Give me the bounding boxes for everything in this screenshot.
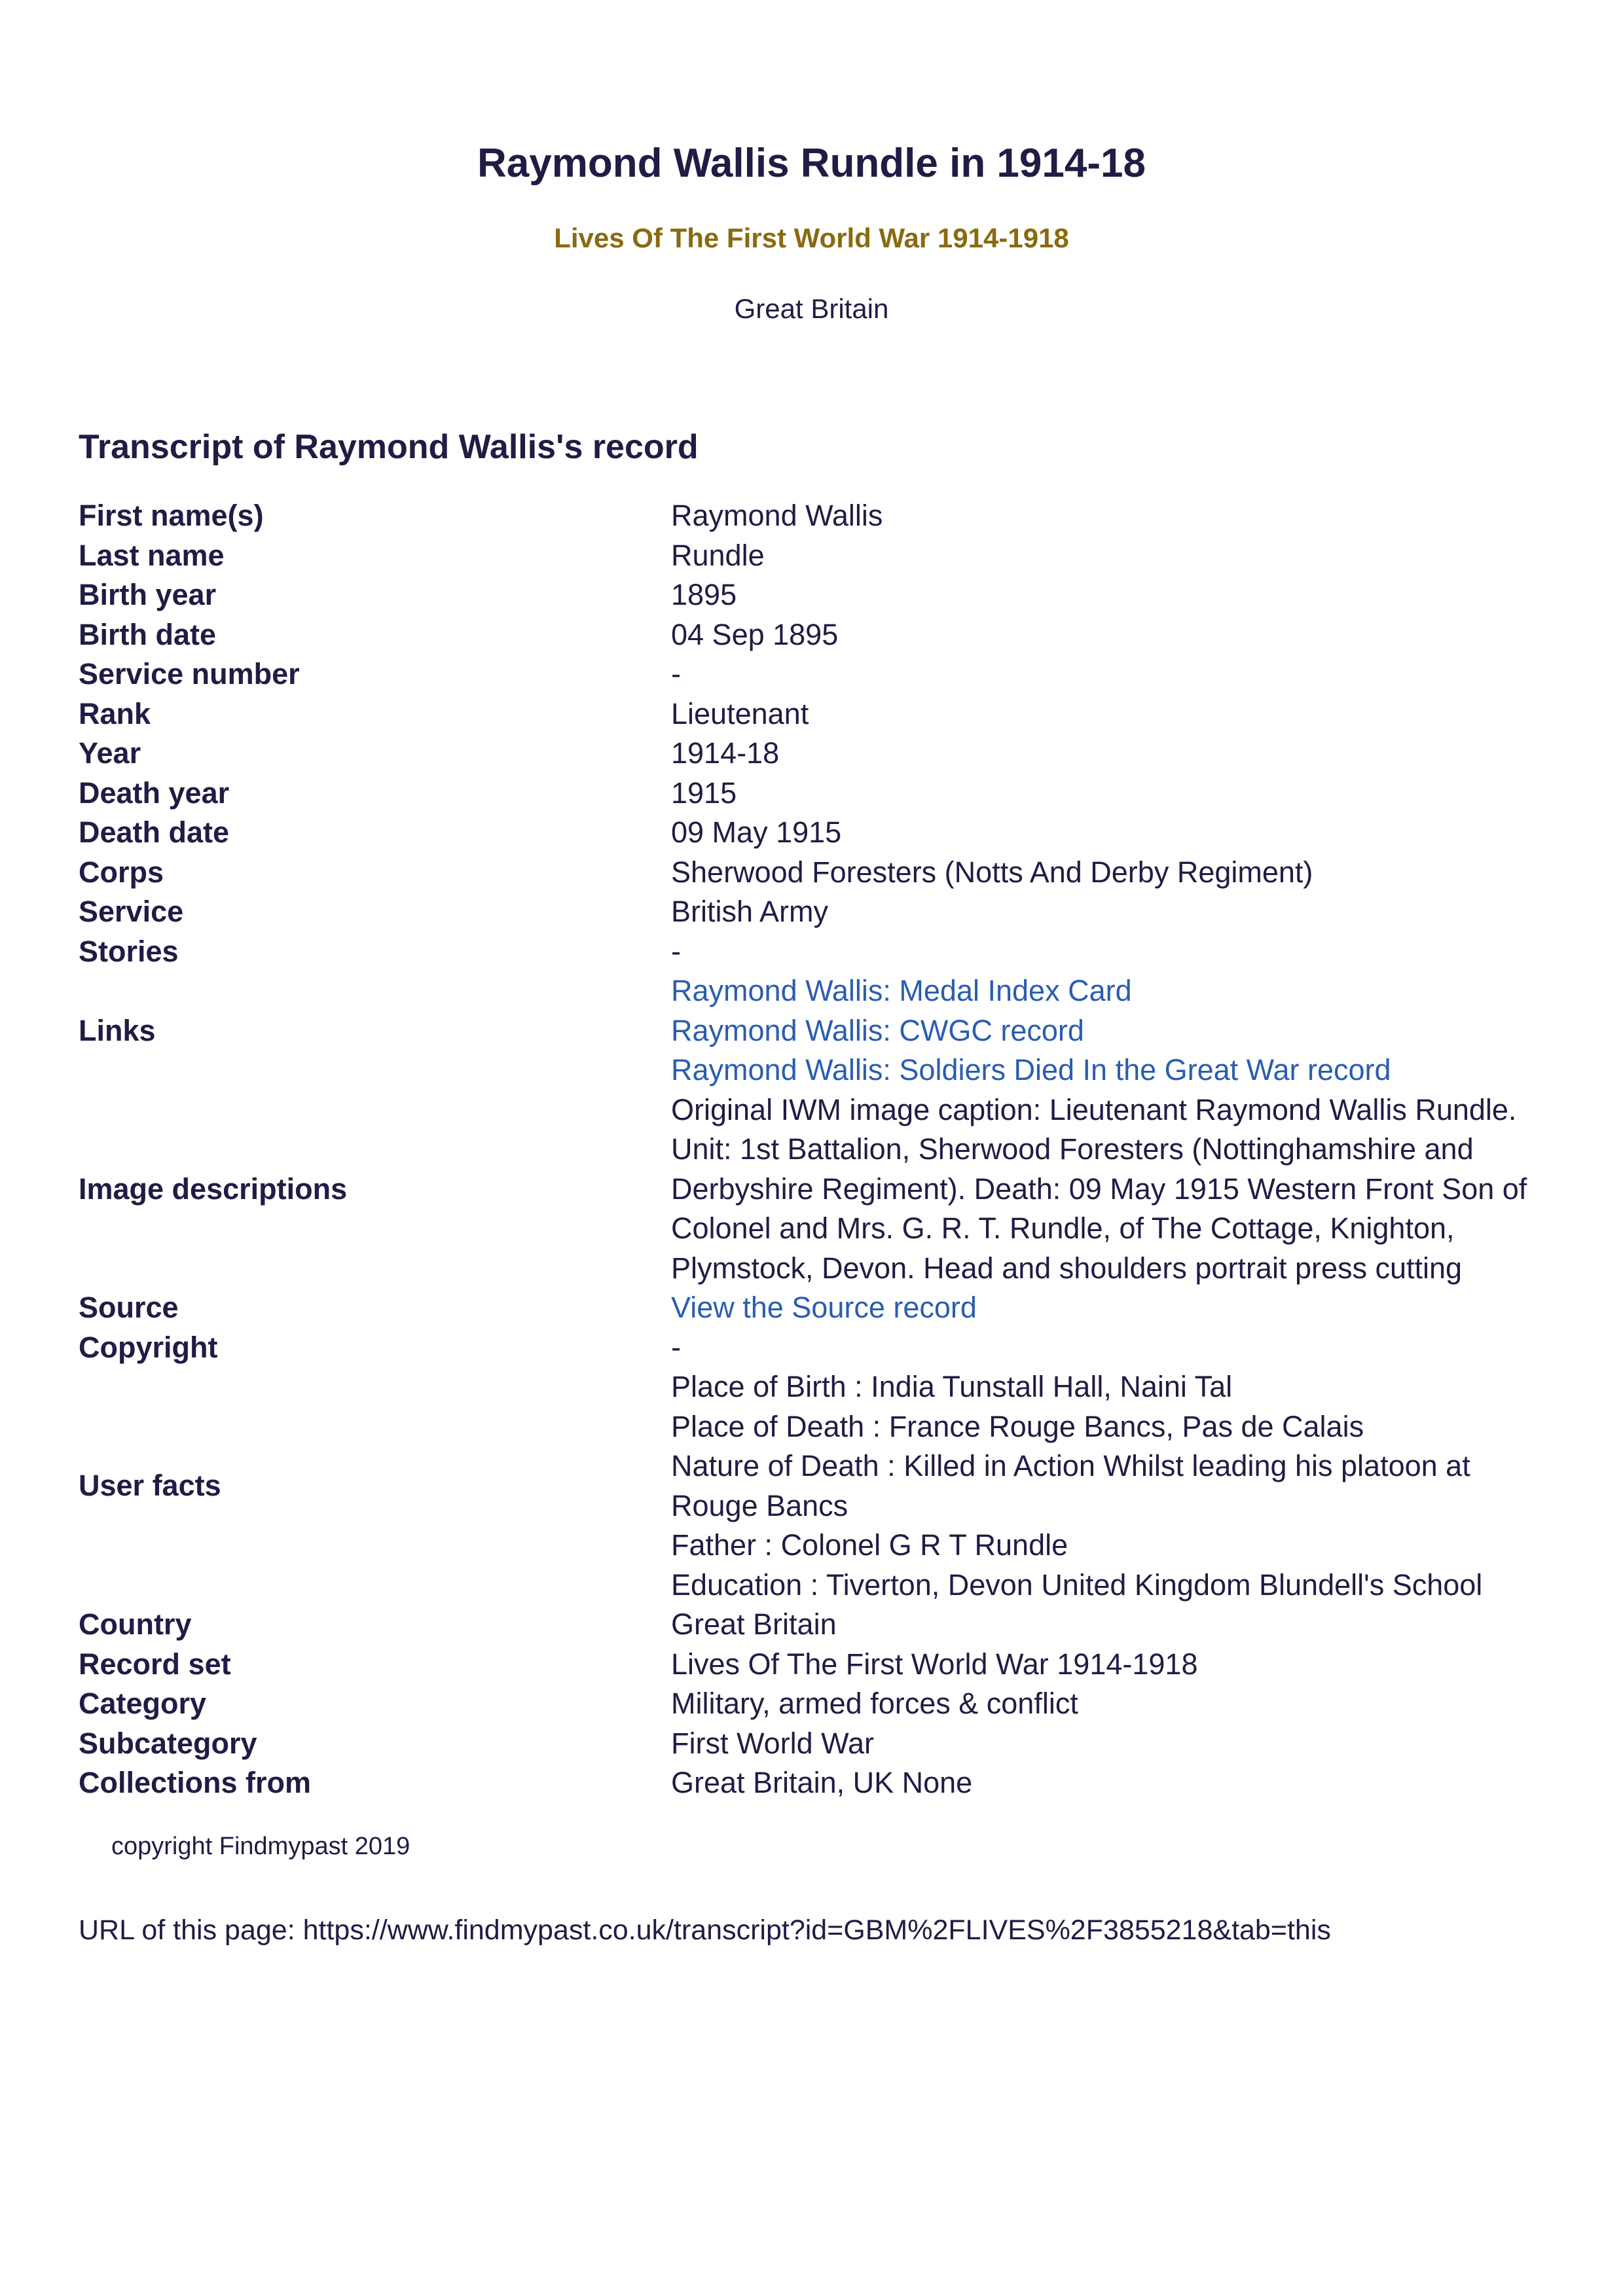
row-year: [79, 734, 1545, 774]
label-first-name: First name(s): [79, 499, 264, 532]
transcript-heading: Transcript of Raymond Wallis's record: [79, 428, 699, 466]
country-heading: Great Britain: [734, 293, 889, 324]
user-fact-line: Education : Tiverton, Devon United Kingdom Blundell's School: [671, 1568, 1483, 1602]
value-last-name: Rundle: [671, 538, 765, 572]
row-service-number: [79, 655, 1545, 694]
row-rank: [79, 694, 1545, 734]
row-source: [79, 1288, 1545, 1328]
label-source: Source: [79, 1291, 179, 1324]
value-collections-from: Great Britain, UK None: [671, 1766, 973, 1799]
label-birth-year: Birth year: [79, 578, 217, 611]
value-links: [671, 971, 1545, 1090]
row-image-descriptions: [79, 1090, 1545, 1289]
copyright-notice: copyright Findmypast 2019: [111, 1833, 410, 1860]
label-subcategory: Subcategory: [79, 1726, 257, 1760]
user-fact-line: Place of Birth : India Tunstall Hall, Naini Tal: [671, 1370, 1233, 1403]
label-birth-date: Birth date: [79, 617, 217, 651]
user-fact-line: Place of Death : France Rouge Bancs, Pas de Calais: [671, 1409, 1364, 1443]
value-birth-date: 04 Sep 1895: [671, 617, 839, 651]
value-subcategory: First World War: [671, 1726, 874, 1760]
label-image-descriptions: Image descriptions: [79, 1172, 348, 1206]
transcript-table: [79, 496, 1545, 1803]
page-title: Raymond Wallis Rundle in 1914-18: [477, 141, 1146, 186]
row-country: [79, 1605, 1545, 1645]
row-copyright: [79, 1328, 1545, 1368]
value-death-date: 09 May 1915: [671, 816, 842, 849]
row-user-facts: [79, 1367, 1545, 1605]
label-year: Year: [79, 736, 141, 770]
label-user-facts: User facts: [79, 1469, 221, 1503]
image-description-line: Original IWM image caption: Lieutenant Raymond Wallis Rundle.: [671, 1092, 1517, 1126]
link-view-source-record[interactable]: View the Source record: [671, 1291, 977, 1324]
row-death-date: [79, 813, 1545, 853]
value-stories: -: [671, 934, 681, 968]
value-user-facts: [671, 1367, 1545, 1605]
row-birth-year: [79, 575, 1545, 615]
label-service-number: Service number: [79, 657, 300, 691]
value-country: Great Britain: [671, 1607, 837, 1641]
image-description-line: Derbyshire Regiment). Death: 09 May 1915 Western Front Son of: [671, 1172, 1527, 1206]
row-birth-date: [79, 615, 1545, 655]
row-last-name: [79, 536, 1545, 576]
value-source: [671, 1288, 1545, 1328]
row-category: [79, 1684, 1545, 1724]
row-death-year: [79, 774, 1545, 814]
value-service-number: -: [671, 657, 681, 691]
row-links: [79, 971, 1545, 1090]
row-collections-from: [79, 1763, 1545, 1803]
value-image-descriptions: [671, 1090, 1545, 1289]
value-first-name: Raymond Wallis: [671, 499, 883, 532]
value-death-year: 1915: [671, 776, 737, 810]
page-url: URL of this page: https://www.findmypast.co.uk/transcript?id=GBM%2FLIVES%2F3855218&tab=this: [79, 1914, 1331, 1946]
label-corps: Corps: [79, 855, 164, 889]
label-rank: Rank: [79, 696, 151, 730]
label-death-year: Death year: [79, 776, 230, 810]
image-description-line: Colonel and Mrs. G. R. T. Rundle, of The Cottage, Knighton,: [671, 1211, 1455, 1245]
user-fact-line: Father : Colonel G R T Rundle: [671, 1528, 1068, 1562]
value-service: British Army: [671, 895, 829, 928]
value-birth-year: 1895: [671, 578, 737, 611]
link-cwgc-record[interactable]: Raymond Wallis: CWGC record: [671, 1013, 1084, 1047]
row-service: [79, 892, 1545, 932]
label-category: Category: [79, 1687, 207, 1720]
row-record-set: [79, 1645, 1545, 1685]
user-fact-line: Rouge Bancs: [671, 1488, 848, 1522]
label-stories: Stories: [79, 934, 179, 968]
label-death-date: Death date: [79, 816, 230, 849]
label-service: Service: [79, 895, 184, 928]
label-country: Country: [79, 1607, 192, 1641]
link-medal-index-card[interactable]: Raymond Wallis: Medal Index Card: [671, 974, 1132, 1007]
label-collections-from: Collections from: [79, 1766, 312, 1799]
record-set-subtitle: Lives Of The First World War 1914-1918: [554, 223, 1069, 253]
value-category: Military, armed forces & conflict: [671, 1687, 1078, 1720]
value-year: 1914-18: [671, 736, 780, 770]
row-subcategory: [79, 1724, 1545, 1764]
image-description-line: Unit: 1st Battalion, Sherwood Foresters (Nottinghamshire and: [671, 1132, 1474, 1166]
value-corps: Sherwood Foresters (Notts And Derby Regiment): [671, 855, 1313, 889]
row-stories: [79, 932, 1545, 972]
value-rank: Lieutenant: [671, 696, 809, 730]
link-soldiers-died-record[interactable]: Raymond Wallis: Soldiers Died In the Great War record: [671, 1053, 1391, 1086]
user-fact-line: Nature of Death : Killed in Action Whilst leading his platoon at: [671, 1449, 1470, 1482]
label-copyright: Copyright: [79, 1330, 218, 1364]
label-links: Links: [79, 1013, 156, 1047]
value-copyright: -: [671, 1330, 681, 1364]
label-record-set: Record set: [79, 1647, 231, 1681]
value-record-set: Lives Of The First World War 1914-1918: [671, 1647, 1198, 1681]
row-corps: [79, 853, 1545, 893]
image-description-line: Plymstock, Devon. Head and shoulders portrait press cutting: [671, 1251, 1463, 1285]
label-last-name: Last name: [79, 538, 225, 572]
row-first-name: [79, 496, 1545, 536]
